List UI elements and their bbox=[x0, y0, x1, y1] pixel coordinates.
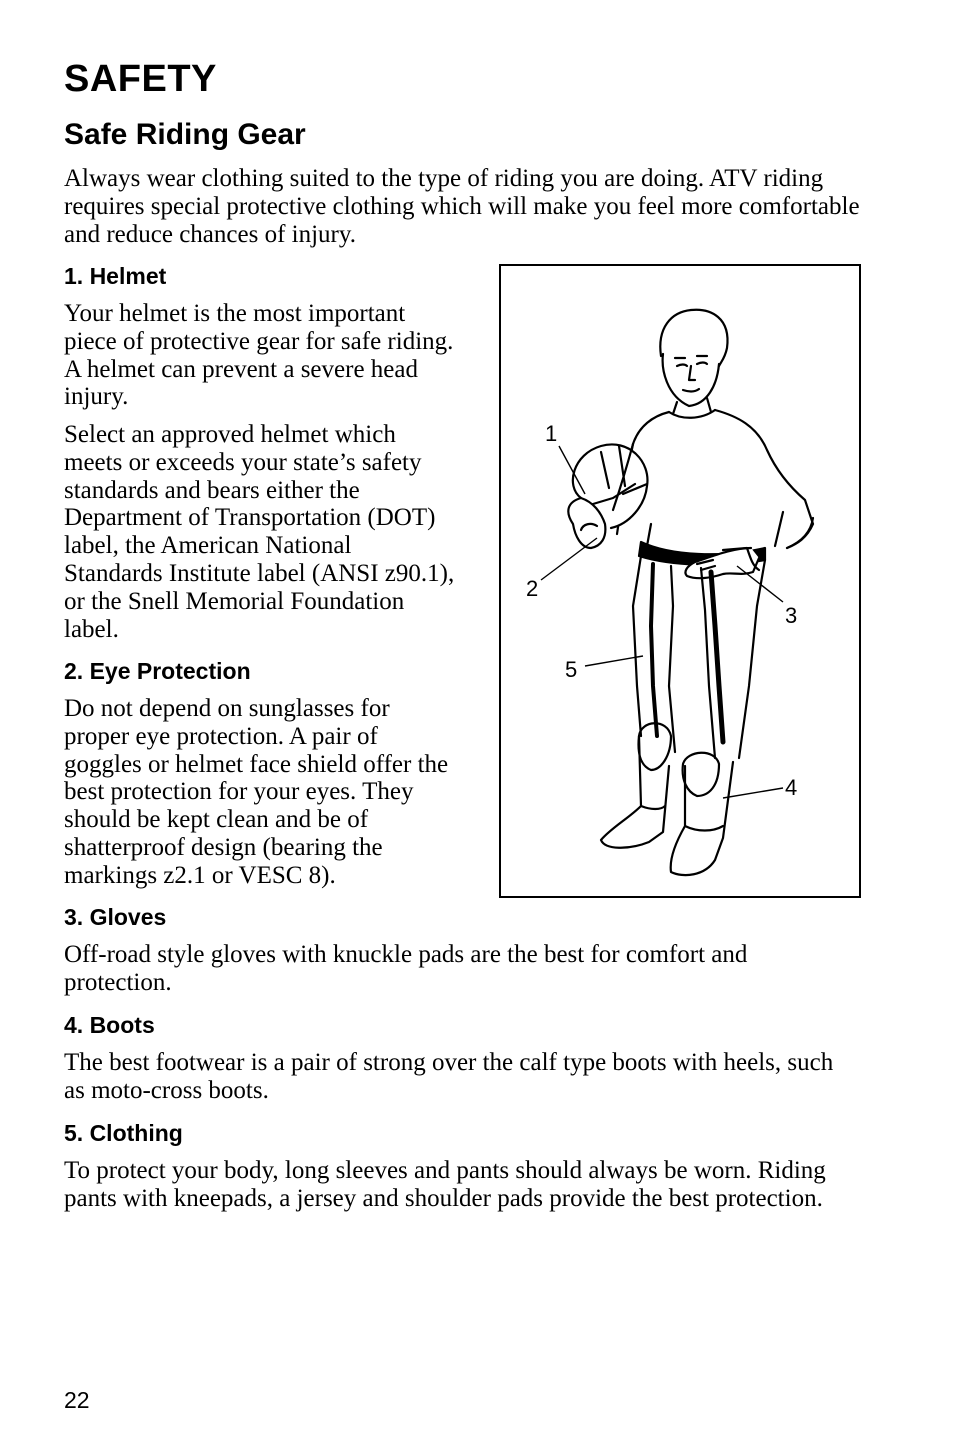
boots-heading: 4. Boots bbox=[64, 1012, 155, 1038]
callout-5-label: 5 bbox=[565, 657, 578, 682]
eye-protection-paragraph: Do not depend on sunglasses for proper eye protection. A pair of goggles or helmet face shield offer the best protection for your eyes. They should be kept clean and be of shatterproof design (bearing the markings z2.1 or VESC 8). bbox=[64, 695, 449, 889]
gloves-heading: 3. Gloves bbox=[64, 904, 167, 930]
boots-paragraph: The best footwear is a pair of strong over the calf type boots with heels, such as moto-cross boots. bbox=[64, 1049, 834, 1104]
helmet-paragraph-2: Select an approved helmet which meets or exceeds your state’s safety standards and bears either the Department of Transportation (DOT) label, the American National Standards Institute label (ANSI z90.1), or the Snell Memorial Foundation label. bbox=[64, 421, 455, 643]
section-title: SAFETY bbox=[64, 58, 217, 100]
helmet-heading: 1. Helmet bbox=[64, 263, 167, 289]
gloves-paragraph: Off-road style gloves with knuckle pads are the best for comfort and protection. bbox=[64, 941, 748, 996]
clothing-paragraph: To protect your body, long sleeves and pants should always be worn. Riding pants with kneepads, a jersey and shoulder pads provide the best protection. bbox=[64, 1157, 826, 1212]
clothing-heading: 5. Clothing bbox=[64, 1120, 183, 1146]
riding-gear-illustration bbox=[499, 264, 861, 898]
callout-4-label: 4 bbox=[785, 775, 798, 800]
intro-paragraph: Always wear clothing suited to the type of riding you are doing. ATV riding requires special protective clothing which will make you feel more comfortable and reduce chances of injury. bbox=[64, 165, 860, 248]
page-number: 22 bbox=[64, 1387, 90, 1413]
callout-3-label: 3 bbox=[785, 603, 798, 628]
callout-2-label: 2 bbox=[526, 576, 539, 601]
page-title: Safe Riding Gear bbox=[64, 118, 306, 151]
helmet-paragraph-1: Your helmet is the most important piece of protective gear for safe riding. A helmet can prevent a severe head injury. bbox=[64, 300, 454, 411]
rider-figure-drawing bbox=[501, 266, 859, 896]
eye-protection-heading: 2. Eye Protection bbox=[64, 658, 251, 684]
callout-1-label: 1 bbox=[545, 421, 558, 446]
